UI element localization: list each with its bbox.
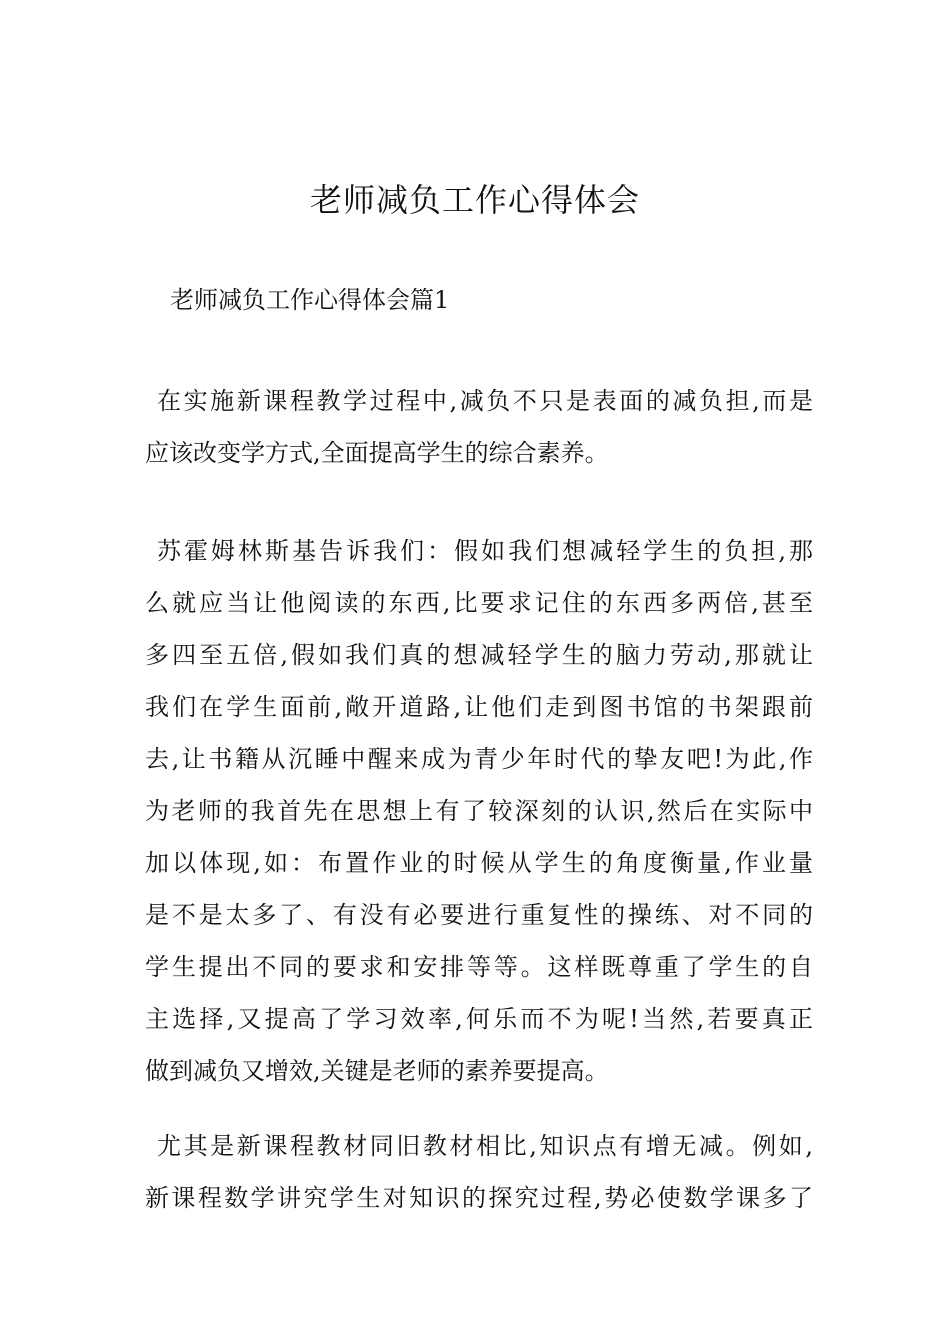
paragraph-line: 尤其是新课程教材同旧教材相比,知识点有增无减。例如,	[157, 1132, 813, 1160]
paragraph-line: 加以体现,如：布置作业的时候从学生的角度衡量,作业量	[145, 849, 813, 877]
paragraph-line: 我们在学生面前,敞开道路,让他们走到图书馆的书架跟前	[145, 693, 813, 721]
paragraph-line: 主选择,又提高了学习效率,何乐而不为呢!当然,若要真正	[145, 1005, 813, 1033]
paragraph-3	[145, 1120, 813, 1224]
paragraph-line: 么就应当让他阅读的东西,比要求记住的东西多两倍,甚至	[145, 589, 813, 617]
paragraph-line: 去,让书籍从沉睡中醒来成为青少年时代的挚友吧!为此,作	[145, 745, 813, 773]
paragraph-2	[145, 525, 813, 1097]
paragraph-line: 应该改变学方式,全面提高学生的综合素养。	[145, 439, 609, 467]
paragraph-line: 做到减负又增效,关键是老师的素养要提高。	[145, 1057, 609, 1085]
paragraph-line: 为老师的我首先在思想上有了较深刻的认识,然后在实际中	[145, 797, 813, 825]
paragraph-1	[145, 375, 813, 479]
paragraph-line: 学生提出不同的要求和安排等等。这样既尊重了学生的自	[145, 953, 813, 981]
section-heading: 老师减负工作心得体会篇1	[170, 286, 450, 314]
document-title: 老师减负工作心得体会	[309, 181, 640, 219]
paragraph-line: 苏霍姆林斯基告诉我们：假如我们想减轻学生的负担,那	[157, 537, 813, 565]
paragraph-line: 是不是太多了、有没有必要进行重复性的操练、对不同的	[145, 901, 813, 929]
paragraph-line: 新课程数学讲究学生对知识的探究过程,势必使数学课多了	[145, 1184, 813, 1212]
paragraph-line: 多四至五倍,假如我们真的想减轻学生的脑力劳动,那就让	[145, 641, 813, 669]
paragraph-line: 在实施新课程教学过程中,减负不只是表面的减负担,而是	[157, 387, 813, 415]
